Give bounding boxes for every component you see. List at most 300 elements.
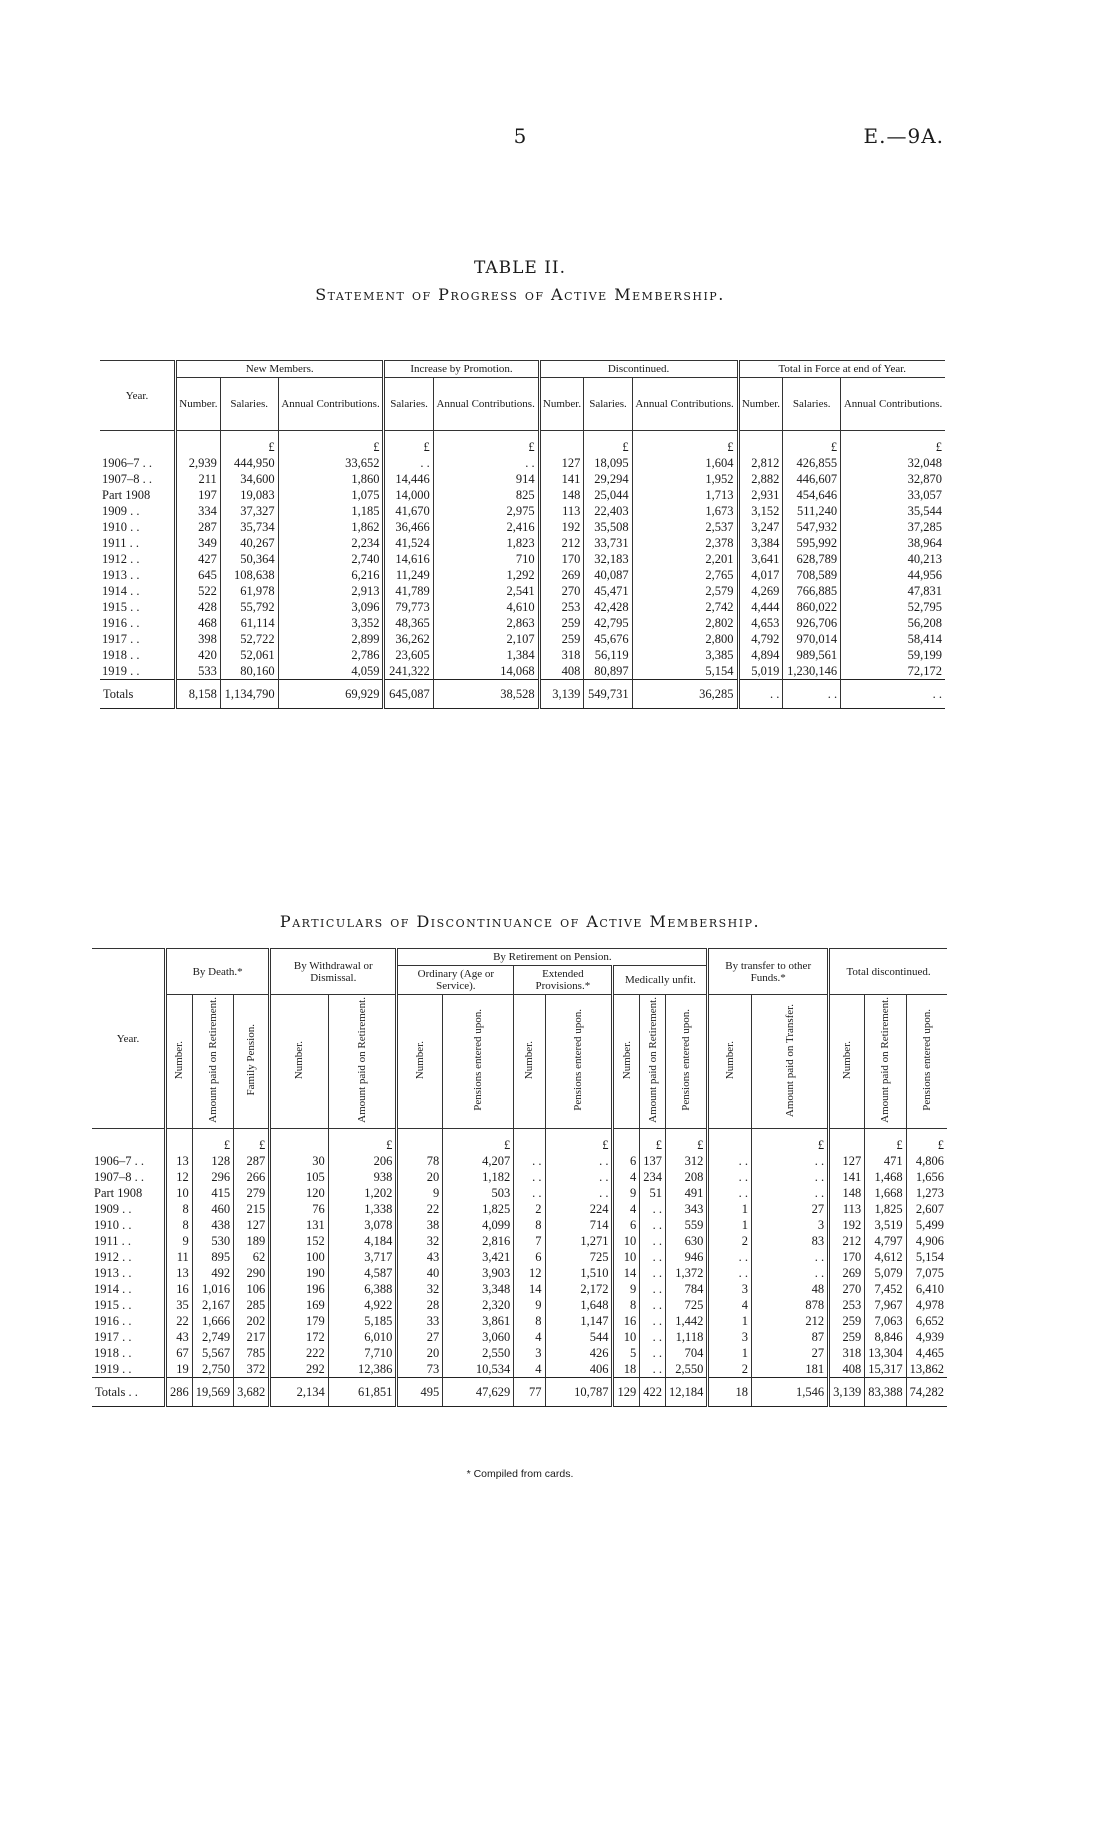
data-cell: 2,765 bbox=[632, 567, 738, 583]
table-row bbox=[92, 1185, 947, 1201]
data-cell: 47,831 bbox=[841, 583, 945, 599]
data-cell: 3,903 bbox=[443, 1265, 514, 1281]
totals-cell: 12,184 bbox=[665, 1378, 707, 1407]
data-cell: 7,967 bbox=[865, 1297, 906, 1313]
data-cell: 35,508 bbox=[584, 519, 632, 535]
data-cell: . . bbox=[752, 1265, 829, 1281]
data-cell: . . bbox=[640, 1329, 666, 1345]
table-row bbox=[92, 1233, 947, 1249]
totals-cell: 422 bbox=[640, 1378, 666, 1407]
data-cell: 2,320 bbox=[443, 1297, 514, 1313]
data-cell: 5,499 bbox=[906, 1217, 947, 1233]
data-cell: 2,537 bbox=[632, 519, 738, 535]
data-cell: . . bbox=[640, 1249, 666, 1265]
data-cell: 4,939 bbox=[906, 1329, 947, 1345]
data-cell: 3,385 bbox=[632, 647, 738, 663]
data-cell: 1,468 bbox=[865, 1169, 906, 1185]
totals-row bbox=[92, 1378, 947, 1407]
currency-cell bbox=[539, 431, 584, 456]
table-row bbox=[100, 487, 945, 503]
data-cell: 37,327 bbox=[220, 503, 278, 519]
totals-cell: 1,134,790 bbox=[220, 680, 278, 709]
data-cell: 13,304 bbox=[865, 1345, 906, 1361]
data-cell: 6,652 bbox=[906, 1313, 947, 1329]
data-cell: 10,534 bbox=[443, 1361, 514, 1378]
totals-cell: 1,546 bbox=[752, 1378, 829, 1407]
data-cell: 56,119 bbox=[584, 647, 632, 663]
group-by-transfer: By transfer to other Funds.* bbox=[708, 949, 829, 995]
data-cell: 127 bbox=[234, 1217, 270, 1233]
currency-cell bbox=[166, 1129, 193, 1154]
data-cell: 222 bbox=[270, 1345, 328, 1361]
data-cell: 1,075 bbox=[278, 487, 384, 503]
data-cell: 10 bbox=[166, 1185, 193, 1201]
data-cell: 253 bbox=[539, 599, 584, 615]
group-new-members: New Members. bbox=[176, 361, 384, 378]
col-header: Salaries. bbox=[384, 378, 433, 431]
data-cell: 40,213 bbox=[841, 551, 945, 567]
data-cell: 208 bbox=[665, 1169, 707, 1185]
col-header: Number. bbox=[523, 1041, 536, 1080]
subgroup-medically-unfit: Medically unfit. bbox=[613, 966, 708, 995]
data-cell: 2,749 bbox=[192, 1329, 233, 1345]
data-cell: 14,000 bbox=[384, 487, 433, 503]
data-cell: 4,587 bbox=[328, 1265, 397, 1281]
data-cell: 3,352 bbox=[278, 615, 384, 631]
year-cell: 1911 . . bbox=[102, 536, 140, 551]
currency-cell: £ bbox=[433, 431, 539, 456]
data-cell: 23,605 bbox=[384, 647, 433, 663]
data-cell: 938 bbox=[328, 1169, 397, 1185]
data-cell: 334 bbox=[176, 503, 221, 519]
data-cell: 22,403 bbox=[584, 503, 632, 519]
data-cell: . . bbox=[708, 1153, 752, 1169]
data-cell: 2,740 bbox=[278, 551, 384, 567]
table-row bbox=[92, 1313, 947, 1329]
data-cell: 32 bbox=[397, 1233, 443, 1249]
data-cell: 914 bbox=[433, 471, 539, 487]
data-cell: 6 bbox=[514, 1249, 545, 1265]
col-header: Number. bbox=[620, 1041, 633, 1080]
data-cell: 290 bbox=[234, 1265, 270, 1281]
data-cell: 1,825 bbox=[443, 1201, 514, 1217]
currency-cell: £ bbox=[906, 1129, 947, 1154]
data-cell: 38 bbox=[397, 1217, 443, 1233]
data-cell: 18 bbox=[613, 1361, 640, 1378]
data-cell: 32,048 bbox=[841, 455, 945, 471]
data-cell: 2,607 bbox=[906, 1201, 947, 1217]
data-cell: 2,913 bbox=[278, 583, 384, 599]
table1-subtitle: Statement of Progress of Active Membership. bbox=[315, 285, 725, 304]
totals-cell: 36,285 bbox=[632, 680, 738, 709]
data-cell: 1,016 bbox=[192, 1281, 233, 1297]
data-cell: 714 bbox=[545, 1217, 613, 1233]
totals-cell: . . bbox=[783, 680, 841, 709]
data-cell: 36,262 bbox=[384, 631, 433, 647]
data-cell: 152 bbox=[270, 1233, 328, 1249]
year-cell: 1912 . . bbox=[102, 552, 140, 567]
data-cell: . . bbox=[752, 1169, 829, 1185]
data-cell: 438 bbox=[192, 1217, 233, 1233]
data-cell: 181 bbox=[752, 1361, 829, 1378]
data-cell: 2,107 bbox=[433, 631, 539, 647]
table-row bbox=[92, 1265, 947, 1281]
data-cell: 106 bbox=[234, 1281, 270, 1297]
col-header: Annual Contributions. bbox=[433, 378, 539, 431]
currency-cell: £ bbox=[783, 431, 841, 456]
data-cell: 7,075 bbox=[906, 1265, 947, 1281]
data-cell: 4,184 bbox=[328, 1233, 397, 1249]
table-row bbox=[92, 1217, 947, 1233]
data-cell: 62 bbox=[234, 1249, 270, 1265]
data-cell: 1,860 bbox=[278, 471, 384, 487]
year-cell: 1906–7 . . bbox=[94, 1154, 144, 1169]
data-cell: 2,812 bbox=[738, 455, 783, 471]
totals-row bbox=[100, 680, 945, 709]
year-cell: Part 1908 bbox=[94, 1186, 143, 1201]
data-cell: 5,019 bbox=[738, 663, 783, 680]
data-cell: 14,068 bbox=[433, 663, 539, 680]
data-cell: 55,792 bbox=[220, 599, 278, 615]
data-cell: 269 bbox=[829, 1265, 865, 1281]
col-header: Salaries. bbox=[783, 378, 841, 431]
data-cell: 16 bbox=[166, 1281, 193, 1297]
currency-cell bbox=[738, 431, 783, 456]
data-cell: 266 bbox=[234, 1169, 270, 1185]
year-cell: 1910 . . bbox=[102, 520, 140, 535]
table-row bbox=[92, 1249, 947, 1265]
data-cell: 343 bbox=[665, 1201, 707, 1217]
data-cell: 2,172 bbox=[545, 1281, 613, 1297]
data-cell: 2,800 bbox=[632, 631, 738, 647]
year-cell: 1913 . . bbox=[102, 568, 140, 583]
data-cell: 420 bbox=[176, 647, 221, 663]
data-cell: 34,600 bbox=[220, 471, 278, 487]
data-cell: 196 bbox=[270, 1281, 328, 1297]
data-cell: 212 bbox=[539, 535, 584, 551]
data-cell: 4,653 bbox=[738, 615, 783, 631]
data-cell: 40 bbox=[397, 1265, 443, 1281]
data-cell: 426,855 bbox=[783, 455, 841, 471]
data-cell: 14 bbox=[613, 1265, 640, 1281]
data-cell: 595,992 bbox=[783, 535, 841, 551]
data-cell: . . bbox=[752, 1153, 829, 1169]
currency-cell bbox=[708, 1129, 752, 1154]
col-header: Salaries. bbox=[220, 378, 278, 431]
currency-cell bbox=[829, 1129, 865, 1154]
data-cell: 454,646 bbox=[783, 487, 841, 503]
data-cell: 42,428 bbox=[584, 599, 632, 615]
data-cell: 4,059 bbox=[278, 663, 384, 680]
data-cell: 312 bbox=[665, 1153, 707, 1169]
data-cell: 76 bbox=[270, 1201, 328, 1217]
data-cell: 269 bbox=[539, 567, 584, 583]
data-cell: 32,183 bbox=[584, 551, 632, 567]
data-cell: 946 bbox=[665, 1249, 707, 1265]
currency-cell: £ bbox=[220, 431, 278, 456]
col-header: Number. bbox=[414, 1041, 427, 1080]
data-cell: . . bbox=[514, 1185, 545, 1201]
data-cell: . . bbox=[708, 1185, 752, 1201]
data-cell: 32 bbox=[397, 1281, 443, 1297]
data-cell: 73 bbox=[397, 1361, 443, 1378]
data-cell: 2,931 bbox=[738, 487, 783, 503]
discontinuance-table bbox=[92, 948, 947, 1407]
table-row bbox=[100, 663, 945, 680]
data-cell: 3,348 bbox=[443, 1281, 514, 1297]
data-cell: 56,208 bbox=[841, 615, 945, 631]
data-cell: 5,079 bbox=[865, 1265, 906, 1281]
data-cell: 895 bbox=[192, 1249, 233, 1265]
data-cell: 120 bbox=[270, 1185, 328, 1201]
data-cell: 141 bbox=[829, 1169, 865, 1185]
col-header: Annual Contributions. bbox=[278, 378, 384, 431]
data-cell: 1,666 bbox=[192, 1313, 233, 1329]
year-header: Year. bbox=[125, 389, 149, 402]
group-increase-promotion: Increase by Promotion. bbox=[384, 361, 539, 378]
currency-cell: £ bbox=[443, 1129, 514, 1154]
year-cell: Part 1908 bbox=[102, 488, 151, 503]
data-cell: 48,365 bbox=[384, 615, 433, 631]
data-cell: 1,147 bbox=[545, 1313, 613, 1329]
col-header: Pensions entered upon. bbox=[572, 1009, 585, 1112]
data-cell: 8 bbox=[166, 1201, 193, 1217]
data-cell: . . bbox=[752, 1249, 829, 1265]
data-cell: 12,386 bbox=[328, 1361, 397, 1378]
data-cell: 87 bbox=[752, 1329, 829, 1345]
year-cell: 1917 . . bbox=[102, 632, 140, 647]
data-cell: 1,862 bbox=[278, 519, 384, 535]
table-row bbox=[100, 519, 945, 535]
data-cell: 241,322 bbox=[384, 663, 433, 680]
year-cell: 1919 . . bbox=[102, 664, 140, 679]
year-cell: 1906–7 . . bbox=[102, 456, 152, 471]
data-cell: 446,607 bbox=[783, 471, 841, 487]
data-cell: 2,939 bbox=[176, 455, 221, 471]
group-total-in-force: Total in Force at end of Year. bbox=[738, 361, 945, 378]
currency-cell: £ bbox=[192, 1129, 233, 1154]
data-cell: 50,364 bbox=[220, 551, 278, 567]
data-cell: 44,956 bbox=[841, 567, 945, 583]
data-cell: 190 bbox=[270, 1265, 328, 1281]
data-cell: 38,964 bbox=[841, 535, 945, 551]
data-cell: 878 bbox=[752, 1297, 829, 1313]
data-cell: 2,416 bbox=[433, 519, 539, 535]
data-cell: . . bbox=[708, 1169, 752, 1185]
data-cell: 2,378 bbox=[632, 535, 738, 551]
data-cell: 559 bbox=[665, 1217, 707, 1233]
data-cell: 22 bbox=[397, 1201, 443, 1217]
data-cell: 2,863 bbox=[433, 615, 539, 631]
data-cell: 1,271 bbox=[545, 1233, 613, 1249]
data-cell: . . bbox=[640, 1265, 666, 1281]
data-cell: 406 bbox=[545, 1361, 613, 1378]
data-cell: 1,384 bbox=[433, 647, 539, 663]
data-cell: 1,656 bbox=[906, 1169, 947, 1185]
data-cell: 2,899 bbox=[278, 631, 384, 647]
data-cell: 628,789 bbox=[783, 551, 841, 567]
data-cell: 3 bbox=[514, 1345, 545, 1361]
data-cell: 59,199 bbox=[841, 647, 945, 663]
data-cell: 37,285 bbox=[841, 519, 945, 535]
data-cell: 33,652 bbox=[278, 455, 384, 471]
data-cell: 1,372 bbox=[665, 1265, 707, 1281]
currency-cell: £ bbox=[640, 1129, 666, 1154]
data-cell: 1,825 bbox=[865, 1201, 906, 1217]
data-cell: 285 bbox=[234, 1297, 270, 1313]
group-by-withdrawal: By Withdrawal or Dismissal. bbox=[270, 949, 397, 995]
table-row bbox=[100, 535, 945, 551]
data-cell: 33 bbox=[397, 1313, 443, 1329]
data-cell: 710 bbox=[433, 551, 539, 567]
data-cell: 113 bbox=[829, 1201, 865, 1217]
page-reference: E.—9A. bbox=[863, 124, 944, 148]
data-cell: 259 bbox=[539, 615, 584, 631]
year-cell: 1909 . . bbox=[94, 1202, 132, 1217]
data-cell: 533 bbox=[176, 663, 221, 680]
data-cell: 2,816 bbox=[443, 1233, 514, 1249]
data-cell: 3 bbox=[708, 1329, 752, 1345]
data-cell: 4,894 bbox=[738, 647, 783, 663]
data-cell: 22 bbox=[166, 1313, 193, 1329]
data-cell: 279 bbox=[234, 1185, 270, 1201]
year-cell: 1907–8 . . bbox=[102, 472, 152, 487]
data-cell: 408 bbox=[829, 1361, 865, 1378]
data-cell: 630 bbox=[665, 1233, 707, 1249]
table-row bbox=[92, 1153, 947, 1169]
data-cell: 19 bbox=[166, 1361, 193, 1378]
data-cell: 825 bbox=[433, 487, 539, 503]
data-cell: 212 bbox=[829, 1233, 865, 1249]
data-cell: 224 bbox=[545, 1201, 613, 1217]
data-cell: 428 bbox=[176, 599, 221, 615]
year-cell: 1909 . . bbox=[102, 504, 140, 519]
data-cell: 61,978 bbox=[220, 583, 278, 599]
table-row bbox=[100, 647, 945, 663]
table-row bbox=[100, 599, 945, 615]
totals-cell: 69,929 bbox=[278, 680, 384, 709]
totals-cell: 77 bbox=[514, 1378, 545, 1407]
currency-cell: £ bbox=[632, 431, 738, 456]
data-cell: 43 bbox=[166, 1329, 193, 1345]
data-cell: 511,240 bbox=[783, 503, 841, 519]
data-cell: 189 bbox=[234, 1233, 270, 1249]
data-cell: 7 bbox=[514, 1233, 545, 1249]
data-cell: 926,706 bbox=[783, 615, 841, 631]
data-cell: 725 bbox=[665, 1297, 707, 1313]
data-cell: 4 bbox=[708, 1297, 752, 1313]
data-cell: 7,452 bbox=[865, 1281, 906, 1297]
totals-cell: . . bbox=[841, 680, 945, 709]
data-cell: 170 bbox=[539, 551, 584, 567]
data-cell: 4,797 bbox=[865, 1233, 906, 1249]
data-cell: . . bbox=[640, 1345, 666, 1361]
data-cell: 2,550 bbox=[443, 1345, 514, 1361]
table-row bbox=[92, 1329, 947, 1345]
data-cell: 259 bbox=[829, 1329, 865, 1345]
data-cell: 1,118 bbox=[665, 1329, 707, 1345]
data-cell: 12 bbox=[166, 1169, 193, 1185]
data-cell: 3,717 bbox=[328, 1249, 397, 1265]
data-cell: 8 bbox=[166, 1217, 193, 1233]
data-cell: 27 bbox=[752, 1345, 829, 1361]
data-cell: 35,734 bbox=[220, 519, 278, 535]
data-cell: 45,676 bbox=[584, 631, 632, 647]
data-cell: 784 bbox=[665, 1281, 707, 1297]
data-cell: 1,230,146 bbox=[783, 663, 841, 680]
data-cell: . . bbox=[545, 1169, 613, 1185]
data-cell: 4,610 bbox=[433, 599, 539, 615]
data-cell: 7,063 bbox=[865, 1313, 906, 1329]
data-cell: 8 bbox=[613, 1297, 640, 1313]
data-cell: 80,160 bbox=[220, 663, 278, 680]
table-row bbox=[100, 551, 945, 567]
year-cell: 1911 . . bbox=[94, 1234, 132, 1249]
data-cell: 8 bbox=[514, 1313, 545, 1329]
data-cell: 2,234 bbox=[278, 535, 384, 551]
data-cell: 127 bbox=[829, 1153, 865, 1169]
data-cell: 4,017 bbox=[738, 567, 783, 583]
data-cell: 27 bbox=[397, 1329, 443, 1345]
col-header: Annual Contributions. bbox=[632, 378, 738, 431]
data-cell: 492 bbox=[192, 1265, 233, 1281]
data-cell: 11 bbox=[166, 1249, 193, 1265]
data-cell: 2 bbox=[708, 1233, 752, 1249]
data-cell: . . bbox=[514, 1153, 545, 1169]
data-cell: 41,789 bbox=[384, 583, 433, 599]
data-cell: 3,384 bbox=[738, 535, 783, 551]
totals-cell: 549,731 bbox=[584, 680, 632, 709]
data-cell: 67 bbox=[166, 1345, 193, 1361]
data-cell: 318 bbox=[539, 647, 584, 663]
data-cell: 48 bbox=[752, 1281, 829, 1297]
table-row bbox=[100, 631, 945, 647]
group-by-death: By Death.* bbox=[166, 949, 270, 995]
data-cell: 13 bbox=[166, 1265, 193, 1281]
currency-cell: £ bbox=[384, 431, 433, 456]
year-cell: 1917 . . bbox=[94, 1330, 132, 1345]
currency-cell: £ bbox=[328, 1129, 397, 1154]
data-cell: 35,544 bbox=[841, 503, 945, 519]
year-cell: 1916 . . bbox=[94, 1314, 132, 1329]
data-cell: 1,442 bbox=[665, 1313, 707, 1329]
table-row bbox=[92, 1345, 947, 1361]
data-cell: 1,182 bbox=[443, 1169, 514, 1185]
currency-cell bbox=[397, 1129, 443, 1154]
col-header: Salaries. bbox=[584, 378, 632, 431]
data-cell: 172 bbox=[270, 1329, 328, 1345]
data-cell: 9 bbox=[166, 1233, 193, 1249]
data-cell: 212 bbox=[752, 1313, 829, 1329]
data-cell: 4 bbox=[514, 1361, 545, 1378]
data-cell: 14,446 bbox=[384, 471, 433, 487]
totals-cell: 286 bbox=[166, 1378, 193, 1407]
data-cell: 785 bbox=[234, 1345, 270, 1361]
totals-cell: 3,139 bbox=[829, 1378, 865, 1407]
data-cell: 141 bbox=[539, 471, 584, 487]
data-cell: 1 bbox=[708, 1217, 752, 1233]
data-cell: 2,550 bbox=[665, 1361, 707, 1378]
data-cell: 1,185 bbox=[278, 503, 384, 519]
data-cell: . . bbox=[708, 1265, 752, 1281]
data-cell: 4 bbox=[613, 1201, 640, 1217]
data-cell: 2,750 bbox=[192, 1361, 233, 1378]
currency-cell bbox=[514, 1129, 545, 1154]
col-header: Number. bbox=[841, 1041, 854, 1080]
data-cell: 4,269 bbox=[738, 583, 783, 599]
data-cell: 2,802 bbox=[632, 615, 738, 631]
data-cell: 41,670 bbox=[384, 503, 433, 519]
